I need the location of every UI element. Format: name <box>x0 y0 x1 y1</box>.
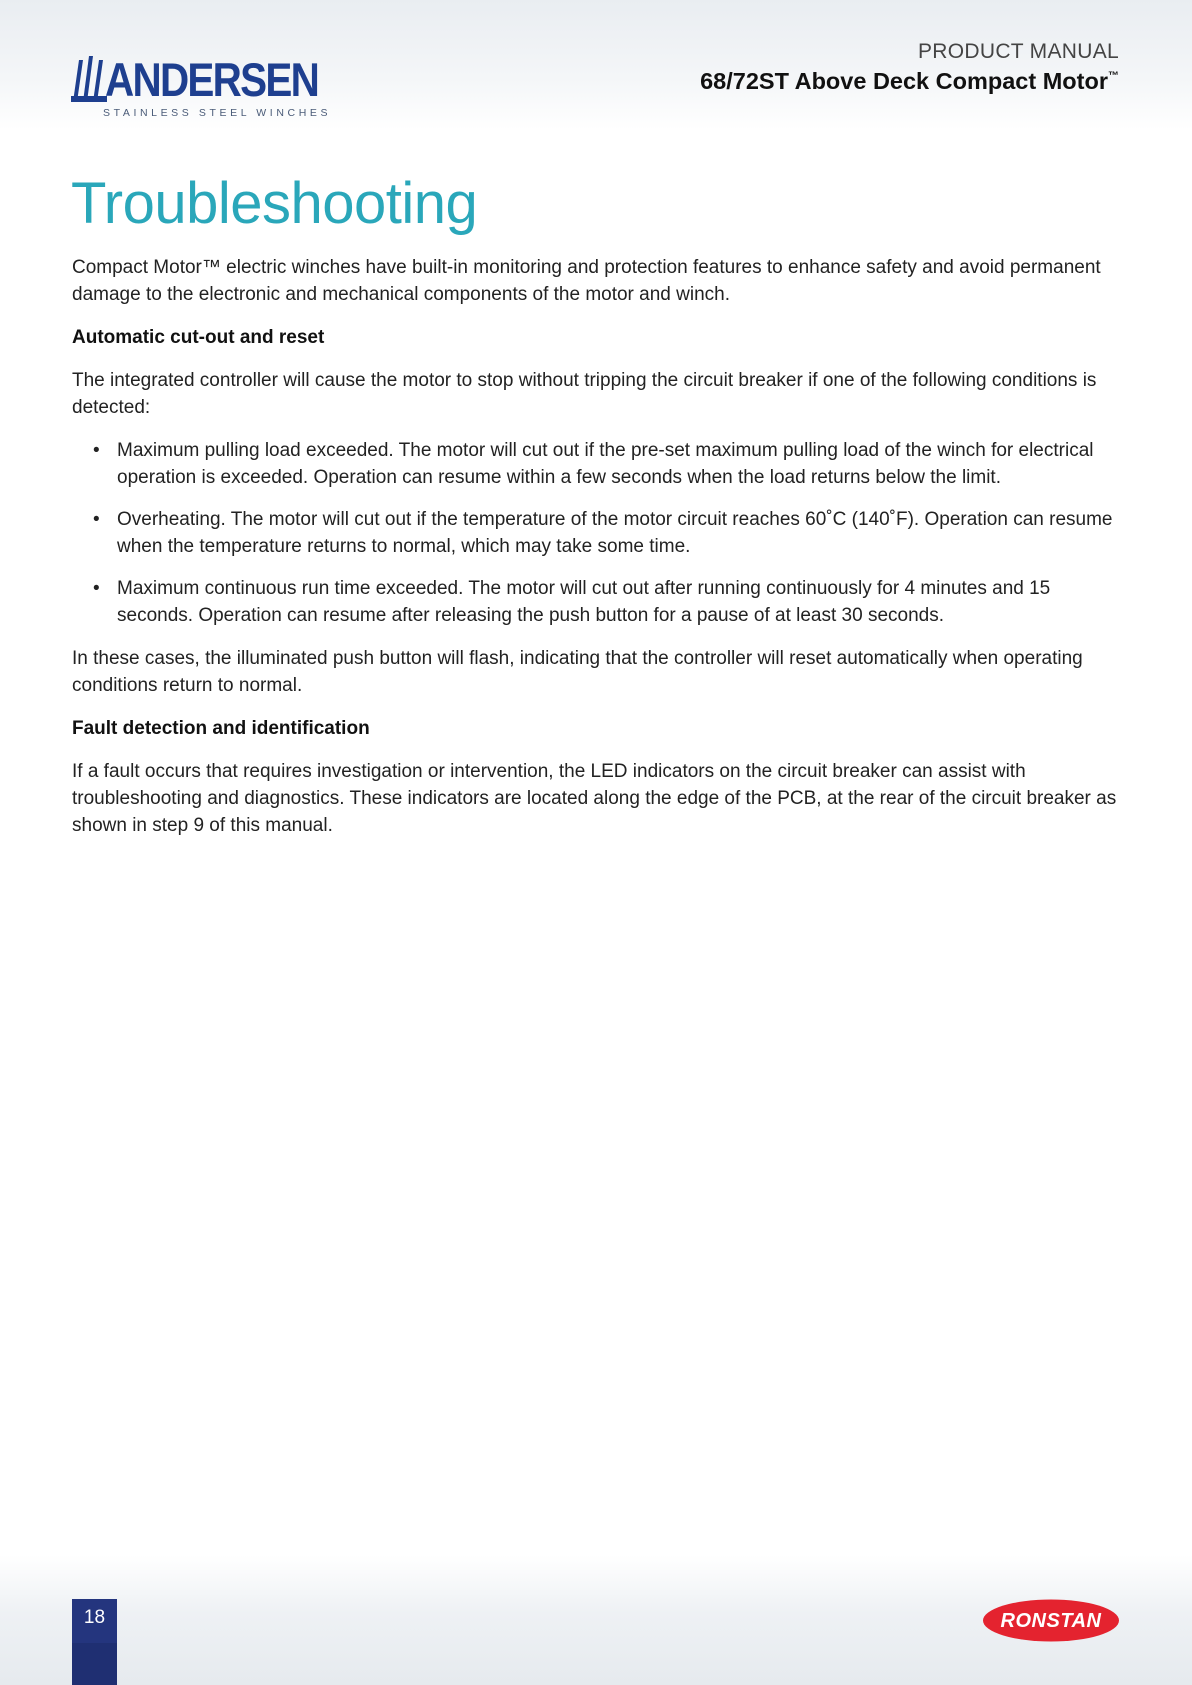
cutout-closing-paragraph: In these cases, the illuminated push button will flash, indicating that the controller will reset automatically when operating conditions return to normal. <box>72 648 1083 696</box>
page-title: Troubleshooting <box>71 171 478 236</box>
product-title: 68/72ST Above Deck Compact Motor™ <box>700 68 1119 94</box>
cutout-conditions-list <box>72 437 1122 629</box>
list-item: • Overheating. The motor will cut out if the temperature of the motor circuit reaches 60˚C (140˚F). Operation can resume when the temperature returns to normal, which may take some time. <box>117 506 1122 560</box>
logo-tagline: STAINLESS STEEL WINCHES <box>103 107 332 119</box>
andersen-logo <box>71 53 332 122</box>
main-content <box>72 254 1122 855</box>
section-heading-fault: Fault detection and identification <box>72 718 370 739</box>
fault-paragraph: If a fault occurs that requires investigation or intervention, the LED indicators on the circuit breaker can assist with troubleshooting and diagnostics. These indicators are located along the edge of the PCB, at the rear of the circuit breaker as shown in step 9 of this manual. <box>72 761 1117 836</box>
list-item: • Maximum pulling load exceeded. The motor will cut out if the pre-set maximum pulling load of the winch for electrical operation is exceeded. Operation can resume within a few seconds when the load returns below the limit. <box>117 437 1122 491</box>
page-number: 18 <box>83 1607 106 1628</box>
trademark-symbol: ™ <box>1108 70 1119 82</box>
page-number-badge-lower <box>72 1643 117 1685</box>
cutout-lead-paragraph: The integrated controller will cause the motor to stop without tripping the circuit breaker if one of the following conditions is detected: <box>72 370 1097 418</box>
intro-paragraph: Compact Motor™ electric winches have built-in monitoring and protection features to enhance safety and avoid permanent damage to the electronic and mechanical components of the motor and winch. <box>72 257 1101 305</box>
section-heading-cutout: Automatic cut-out and reset <box>72 327 325 348</box>
logo-wordmark: ANDERSEN <box>105 53 319 106</box>
ronstan-wordmark: RONSTAN <box>1000 1610 1102 1632</box>
page-number-badge <box>72 1599 117 1685</box>
ronstan-logo <box>982 1599 1120 1642</box>
list-item: • Maximum continuous run time exceeded. The motor will cut out after running continuously for 4 minutes and 15 seconds. Operation can resume after releasing the push button for a pause of at least 30 seconds. <box>117 575 1122 629</box>
document-type: PRODUCT MANUAL <box>917 40 1119 63</box>
